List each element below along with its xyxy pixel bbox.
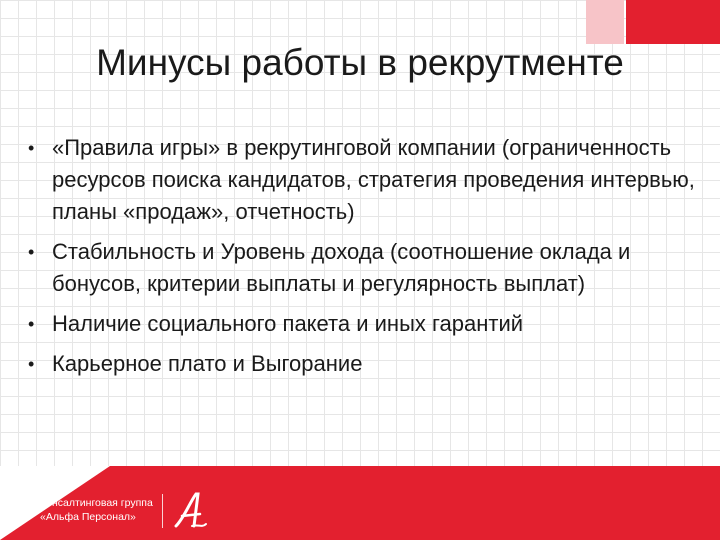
bullet-item bbox=[28, 308, 708, 340]
bullet-text: «Правила игры» в рекрутинговой компании (ограниченность ресурсов поиска кандидатов, стратегия проведения интервью, планы «продаж», отчетность) bbox=[52, 135, 695, 224]
bullet-text: Наличие социального пакета и иных гарантий bbox=[52, 311, 524, 336]
bullet-dot: • bbox=[28, 242, 35, 262]
logo-line-2: «Альфа Персонал» bbox=[40, 511, 136, 523]
logo-divider bbox=[162, 494, 163, 528]
company-logo-text bbox=[40, 496, 153, 524]
bullet-text: Стабильность и Уровень дохода (соотношение оклада и бонусов, критерии выплаты и регулярность выплат) bbox=[52, 239, 631, 296]
corner-block-red bbox=[626, 0, 720, 44]
bullet-list bbox=[28, 132, 708, 388]
alpha-logo-icon bbox=[170, 488, 210, 532]
logo-line-1: Консалтинговая группа bbox=[40, 497, 153, 509]
bullet-dot: • bbox=[28, 314, 35, 334]
corner-decoration bbox=[570, 0, 720, 44]
bullet-dot: • bbox=[28, 354, 35, 374]
corner-block-light bbox=[586, 0, 624, 44]
bullet-dot: • bbox=[28, 138, 35, 158]
bullet-item bbox=[28, 132, 708, 228]
bullet-text: Карьерное плато и Выгорание bbox=[52, 351, 363, 376]
slide-title: Минусы работы в рекрутменте bbox=[96, 42, 624, 83]
bullet-item bbox=[28, 348, 708, 380]
bullet-item bbox=[28, 236, 708, 300]
